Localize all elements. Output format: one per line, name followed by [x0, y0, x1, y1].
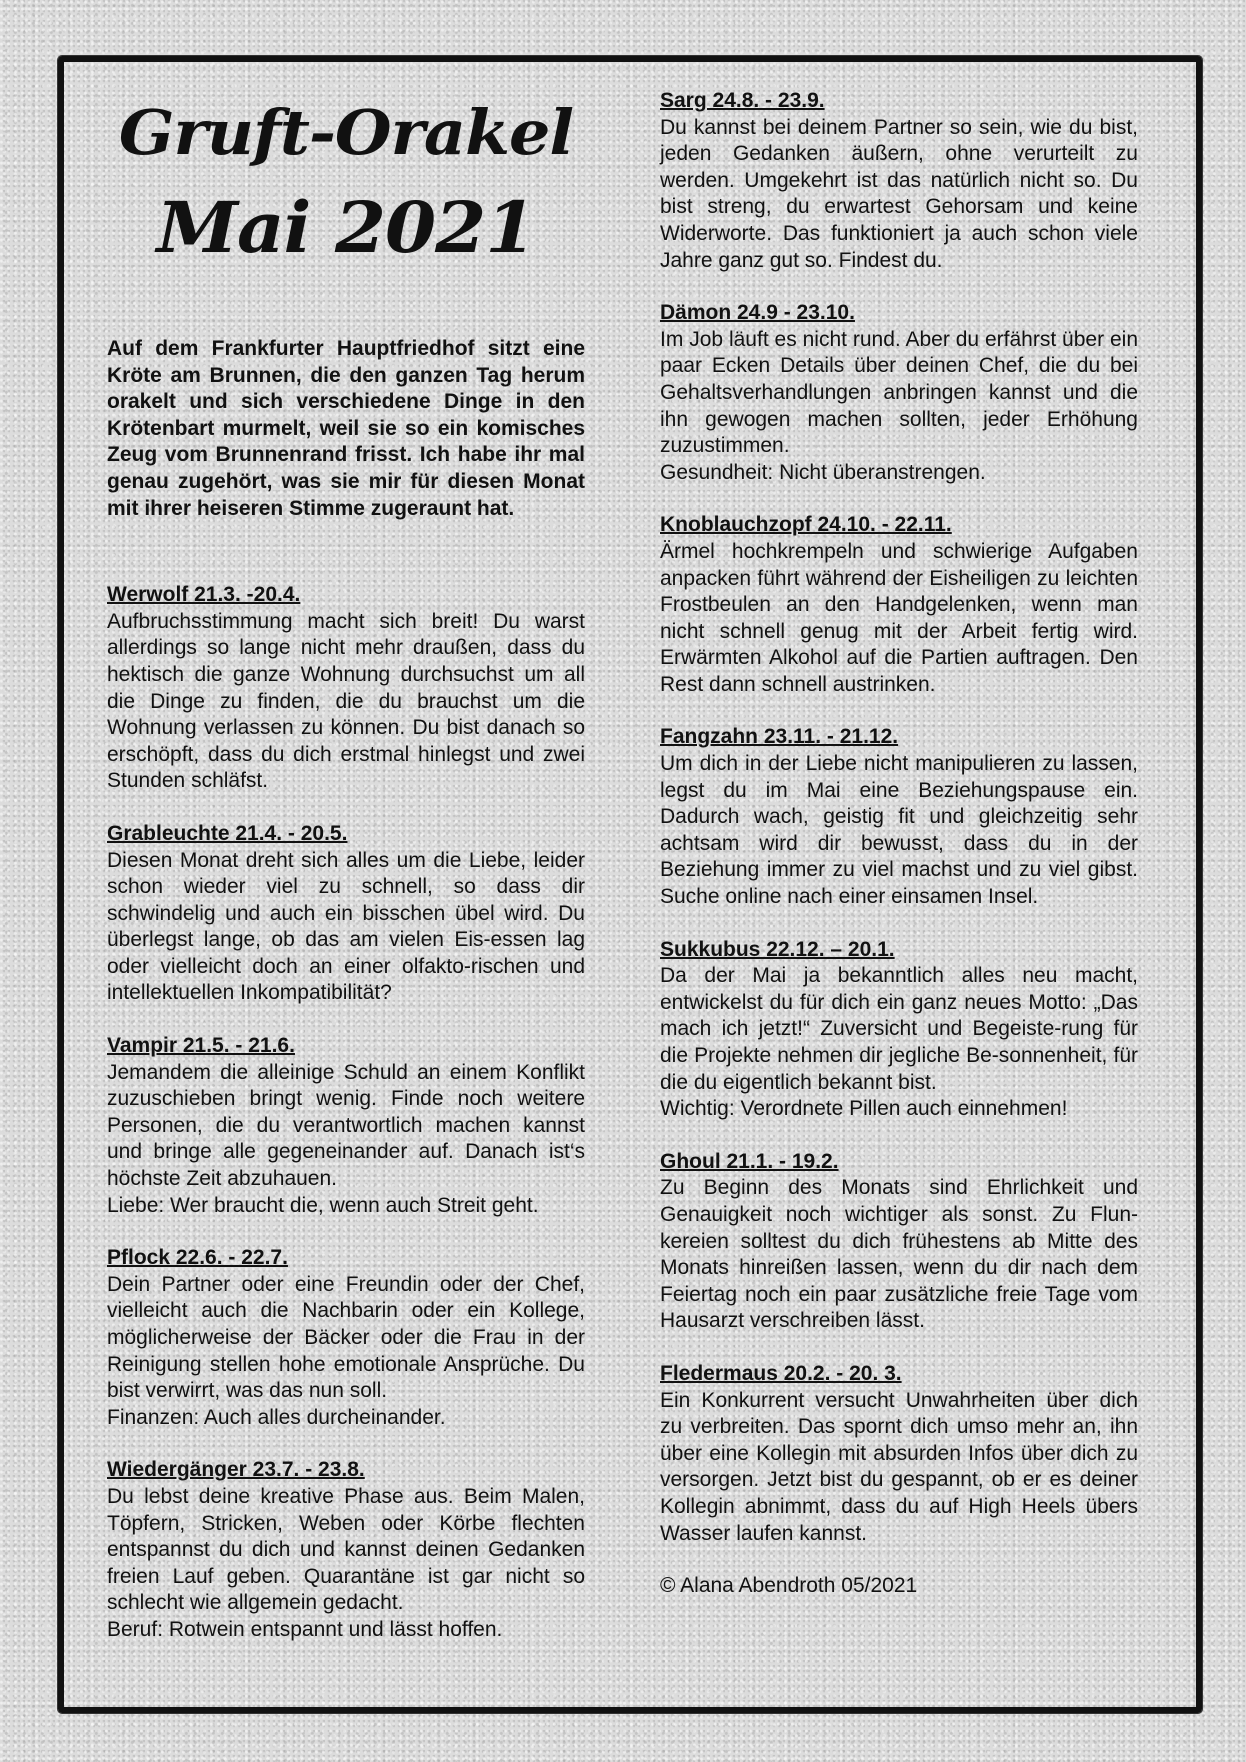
section-body: Jemandem die alleinige Schuld an einem Konflikt zuzuschieben bringt wenig. Finde noch weitere Personen, die du verantwortlich machen kannst und bringe alle gegeneinander auf. Danach ist‘s höchste Zeit abzuhauen. [107, 1060, 585, 1191]
section-heading: Knoblauchzopf 24.10. - 22.11. [660, 513, 952, 537]
section-body: Zu Beginn des Monats sind Ehrlichkeit und Genauigkeit noch wichtiger als sonst. Zu Flun-kereien solltest du dich frühestens ab Mitte des Monats hinreißen lassen, wenn du dir nach dem Feiertag noch ein paar zusätzliche freie Tage vom Hausarzt verschreiben lässt. [660, 1176, 1138, 1333]
horoscope-sukkubus [660, 937, 1138, 1123]
title-line-1: Gruft-Orakel [118, 96, 574, 169]
section-body: Diesen Monat dreht sich alles um die Liebe, leider schon wieder viel zu schnell, so dass dir schwindelig und auch ein bisschen übel wird. Du überlegst lange, ob das am vielen Eis-essen lag oder vielleicht doch an einer olfakto-rischen und intellektuellen Inkompatibilität? [107, 848, 585, 1005]
section-body: Ärmel hochkrempeln und schwierige Aufgaben anpacken führt während der Eisheiligen zu leichten Frostbeulen an den Handgelenken, wenn man nicht schnell genug mit der Arbeit fertig wird. Erwärmten Alkohol auf die Partien auftragen. Den Rest dann schnell austrinken. [660, 539, 1138, 696]
section-extra: Finanzen: Auch alles durcheinander. [107, 1405, 446, 1429]
horoscope-fledermaus [660, 1361, 1138, 1547]
section-body: Im Job läuft es nicht rund. Aber du erfährst über ein paar Ecken Details über deinen Chef, die du bei Gehaltsverhandlungen anbringen kannst und die ihn gewogen machen sollten, jeder Erhöhung zuzustimmen. [660, 327, 1138, 458]
section-heading: Wiedergänger 23.7. - 23.8. [107, 1458, 365, 1482]
section-extra: Beruf: Rotwein entspannt und lässt hoffen. [107, 1617, 503, 1641]
horoscope-pflock [107, 1245, 585, 1431]
horoscope-wiedergaenger [107, 1457, 585, 1643]
section-body: Ein Konkurrent versucht Unwahrheiten über dich zu verbreiten. Das spornt dich umso mehr an, ihn über eine Kollegin mit absurden Infos über dich zu versorgen. Jetzt bist du gespannt, ob er es deiner Kollegin abnimmt, dass du auf High Heels übers Wasser laufen kannst. [660, 1388, 1138, 1545]
left-column [107, 92, 585, 1670]
intro-paragraph: Auf dem Frankfurter Hauptfriedhof sitzt eine Kröte am Brunnen, die den ganzen Tag herum orakelt und sich verschiedene Dinge in den Krötenbart murmelt, weil sie so ein komisches Zeug vom Brunnenrand frisst. Ich habe ihr mal genau zugehört, was sie mir für diesen Monat mit ihrer heiseren Stimme zugeraunt hat. [107, 337, 585, 520]
section-heading: Fangzahn 23.11. - 21.12. [660, 725, 899, 749]
section-heading: Ghoul 21.1. - 19.2. [660, 1149, 839, 1173]
section-extra: Gesundheit: Nicht überanstrengen. [660, 460, 986, 484]
section-body: Dein Partner oder eine Freundin oder der Chef, vielleicht auch die Nachbarin oder ein Kollege, möglicherweise der Bäcker oder die Frau in der Reinigung stellen hohe emotionale Ansprüche. Du bist verwirrt, was das nun soll. [107, 1272, 585, 1403]
horoscope-daemon [660, 300, 1138, 486]
section-extra: Liebe: Wer braucht die, wenn auch Streit geht. [107, 1193, 539, 1217]
horoscope-ghoul [660, 1149, 1138, 1335]
section-heading: Pflock 22.6. - 22.7. [107, 1246, 288, 1270]
section-body: Du lebst deine kreative Phase aus. Beim Malen, Töpfern, Stricken, Weben oder Körbe flechten entspannst du dich und kannst deinen Gedanken freien Lauf geben. Quarantäne ist gar nicht so schlecht wie allgemein gedacht. [107, 1484, 585, 1615]
section-heading: Fledermaus 20.2. - 20. 3. [660, 1361, 902, 1385]
horoscope-grableuchte [107, 821, 585, 1007]
horoscope-sarg [660, 88, 1138, 274]
title-line-2: Mai 2021 [156, 186, 536, 269]
horoscope-knoblauchzopf [660, 512, 1138, 698]
section-body: Um dich in der Liebe nicht manipulieren zu lassen, legst du im Mai eine Beziehungspause ein. Dadurch wach, geistig fit und gleichzeitig sehr achtsam wird dir bewusst, dass du in der Beziehung immer zu viel machst und zu viel gibst. Suche online nach einer einsamen Insel. [660, 752, 1138, 909]
section-extra: Wichtig: Verordnete Pillen auch einnehmen! [660, 1097, 1068, 1121]
section-heading: Sarg 24.8. - 23.9. [660, 89, 825, 112]
horoscope-fangzahn [660, 724, 1138, 910]
section-heading: Grableuchte 21.4. - 20.5. [107, 821, 348, 845]
section-heading: Werwolf 21.3. -20.4. [107, 583, 301, 607]
horoscope-vampir [107, 1033, 585, 1219]
right-column [660, 88, 1138, 1600]
horoscope-werwolf [107, 582, 585, 795]
copyright-notice: © Alana Abendroth 05/2021 [660, 1574, 918, 1598]
section-heading: Dämon 24.9 - 23.10. [660, 301, 855, 325]
section-heading: Sukkubus 22.12. – 20.1. [660, 937, 895, 961]
section-heading: Vampir 21.5. - 21.6. [107, 1034, 295, 1058]
section-body: Da der Mai ja bekanntlich alles neu macht, entwickelst du für dich ein ganz neues Motto: „Das mach ich jetzt!“ Zuversicht und Begeiste-rung für die Projekte nehmen dir jegliche Be-sonnenheit, für die du eigentlich bekannt bist. [660, 964, 1138, 1094]
section-body: Du kannst bei deinem Partner so sein, wie du bist, jeden Gedanken äußern, ohne verurteilt zu werden. Umgekehrt ist das natürlich nicht so. Du bist streng, du erwartest Gehorsam und keine Widerworte. Das funktioniert ja auch schon viele Jahre ganz gut so. Findest du. [660, 115, 1138, 272]
section-body: Aufbruchsstimmung macht sich breit! Du warst allerdings so lange nicht mehr draußen, dass du hektisch die ganze Wohnung durchsuchst um all die Dinge zu finden, die du brauchst um die Wohnung verlassen zu können. Du bist danach so erschöpft, dass du dich erstmal hinlegst und zwei Stunden schläfst. [107, 609, 585, 793]
